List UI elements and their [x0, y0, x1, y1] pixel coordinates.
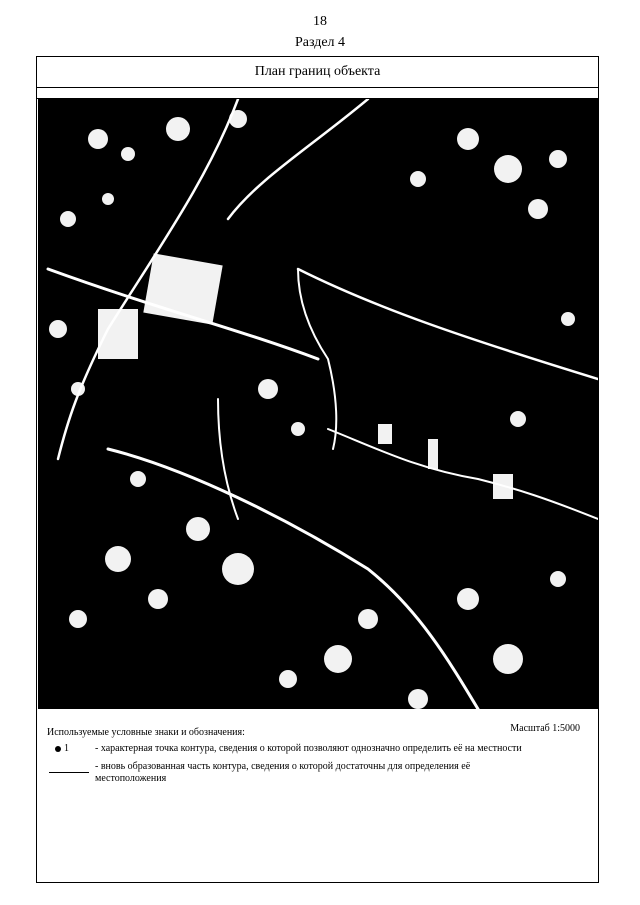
scale-label: Масштаб 1:5000: [510, 723, 580, 734]
plan-frame: [36, 56, 599, 883]
boundary-line-icon: [49, 772, 89, 773]
satellite-map-image: [38, 99, 598, 709]
legend-heading: Используемые условные знаки и обозначения:: [47, 727, 245, 738]
legend-item-point: [55, 743, 69, 754]
legend-point-text: - характерная точка контура, сведения о которой позволяют однозначно определить её на местности: [95, 743, 522, 754]
satellite-bw-map: [38, 99, 598, 709]
legend-line-text-1: - вновь образованная часть контура, сведения о которой достаточны для определения её: [95, 761, 471, 772]
header-spacer-row: [37, 88, 598, 99]
point-marker-label: 1: [64, 743, 69, 754]
section-title: Раздел 4: [294, 35, 346, 50]
legend-line-symbol: [49, 767, 89, 778]
page-number: 18: [313, 14, 327, 29]
legend-line-text: [95, 761, 575, 785]
legend-line-text-2: местоположения: [95, 773, 167, 784]
point-marker-icon: [55, 746, 61, 752]
plan-title: План границ объекта: [37, 57, 598, 88]
